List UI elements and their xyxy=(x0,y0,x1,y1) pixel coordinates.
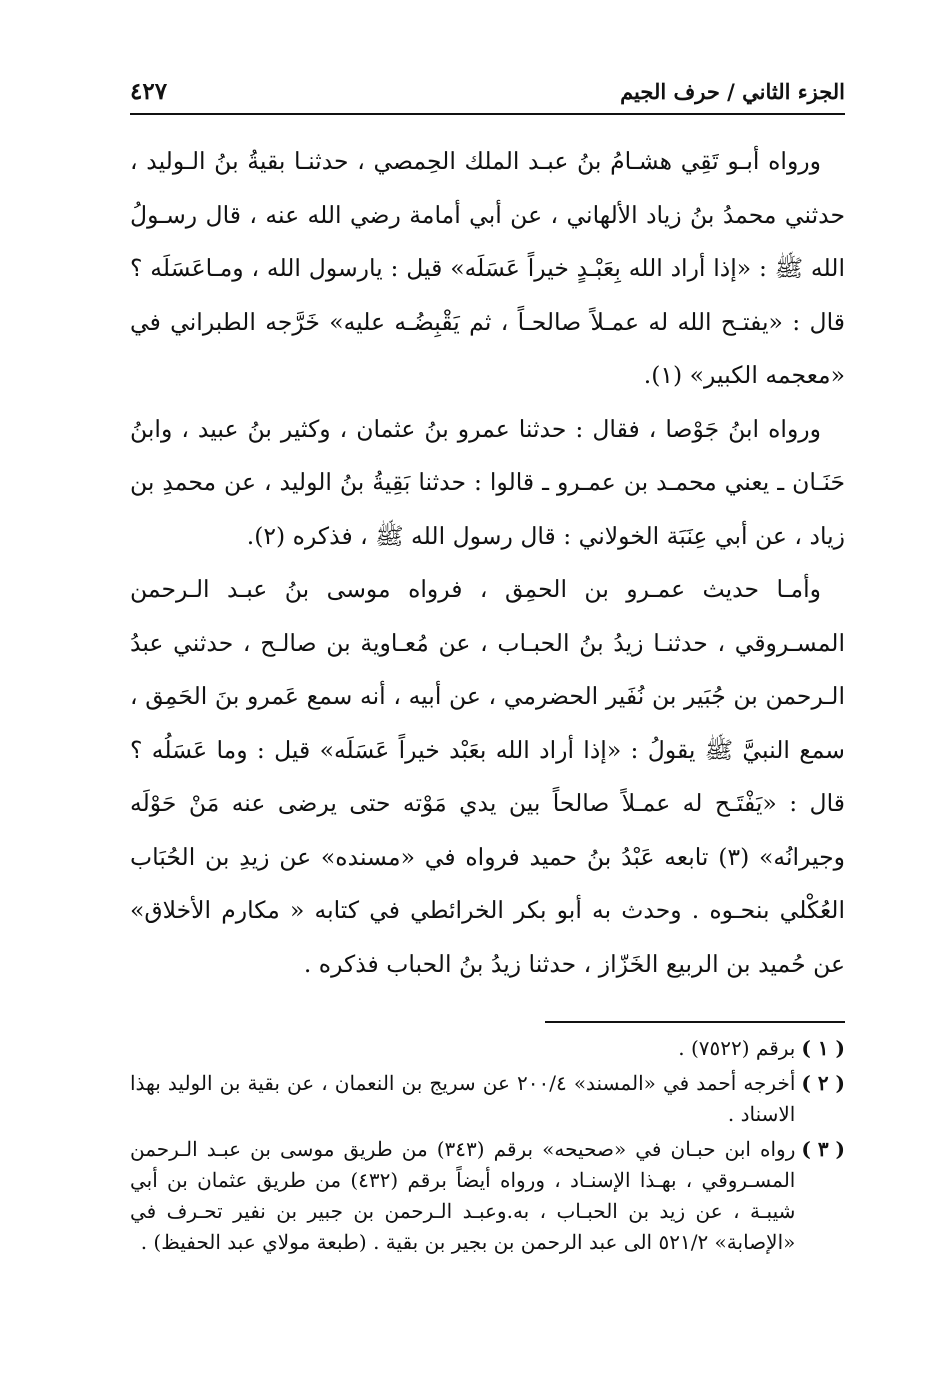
footnote-marker: ( ٢ ) xyxy=(801,1071,845,1095)
paragraph: وأمـا حديث عمـرو بن الحمِق ، فرواه موسى بنُ عبـد الـرحمن المسـروقي ، حدثنـا زيدُ بنُ الحبـاب ، عن مُعـاوية بن صالـح ، حدثني عبدُ الـرحمن بن جُبَير بن نُفَير الحضرمي ، عن أبيه ، أنه سمع عَمرو بنَ الحَمِق ، سمع النبيَّ ﷺ يقولُ : «إذا أراد الله بعَبْد خيراً عَسَلَه» قيل : وما عَسَلُه ؟ قال : «يَفْتَـح له عمـلاً صالحاً بين يدي مَوْته حتى يرضى عنه مَنْ حَوْلَه وجيرانُه» (٣) تابعه عَبْدُ بنُ حميد فرواه في «مسنده» عن زيدِ بن الحُبَاب العُكْلي بنحـوه . وحدث به أبو بكر الخرائطي في كتابه « مكارم الأخلاق» عن حُميد بن الربيع الخَزّاز ، حدثنا زيدُ بنُ الحباب فذكره . xyxy=(130,575,845,978)
main-text xyxy=(130,135,845,991)
footnote xyxy=(130,1033,845,1064)
footnote xyxy=(130,1134,845,1258)
paragraph: ورواه ابنُ جَوْصا ، فقال : حدثنا عمرو بنُ عثمان ، وكثير بنُ عبيد ، وابنُ حَنَـان ـ يعني محمـد بن عمـرو ـ قالوا : حدثنا بَقِيةُ بنُ الوليد ، عن محمدِ بن زياد ، عن أبي عِنَبَة الخولاني : قال رسول الله ﷺ ، فذكره (٢). xyxy=(130,414,845,550)
page-number: ٤٢٧ xyxy=(130,78,168,105)
footnote-separator xyxy=(545,1021,845,1023)
running-title: الجزء الثاني / حرف الجيم xyxy=(620,79,845,104)
footnote-marker: ( ١ ) xyxy=(801,1036,845,1060)
footnote xyxy=(130,1068,845,1130)
running-header xyxy=(130,78,845,115)
book-page xyxy=(130,78,845,1262)
footnote-text: برقم (٧٥٢٢) . xyxy=(678,1036,796,1060)
footnotes xyxy=(130,1033,845,1258)
footnote-text: رواه ابن حبـان في «صحيحه» برقم (٣٤٣) من طريق موسى بن عبـد الـرحمن المسـروقي ، بهـذا الإسنـاد ، ورواه أيضاً برقم (٤٣٢) من طريق عثمان بن أبي شيبـة ، عن زيد بن الحبـاب ، به.وعبـد الـرحمن بن جبير بن نفير تحـرف في «الإصابة» ٥٢١/٢ الى عبد الرحمن بن بجير بن بقية . (طبعة مولاي عبد الحفيظ) . xyxy=(130,1137,796,1254)
footnote-marker: ( ٣ ) xyxy=(801,1137,845,1161)
paragraph: ورواه أبـو تَقِي هشـامُ بنُ عبـد الملك الحِمصي ، حدثنـا بقيةُ بنُ الـوليد ، حدثني محمدُ بنُ زياد الألهاني ، عن أبي أمامة رضي الله عنه ، قال رسـولُ الله ﷺ : «إذا أراد الله بِعَبْـدٍ خيراً عَسَلَه» قيل : يارسول الله ، ومـاعَسَلَه ؟ قال : «يفتـح الله له عمـلاً صالحـاً ، ثم يَقْبِضُـه عليه» خَرَّجه الطبراني في «معجمه الكبير» (١). xyxy=(130,147,845,389)
footnote-text: أخرجه أحمد في «المسند» ٢٠٠/٤ عن سريج بن النعمان ، عن بقية بن الوليد بهذا الاسناد . xyxy=(130,1071,796,1126)
